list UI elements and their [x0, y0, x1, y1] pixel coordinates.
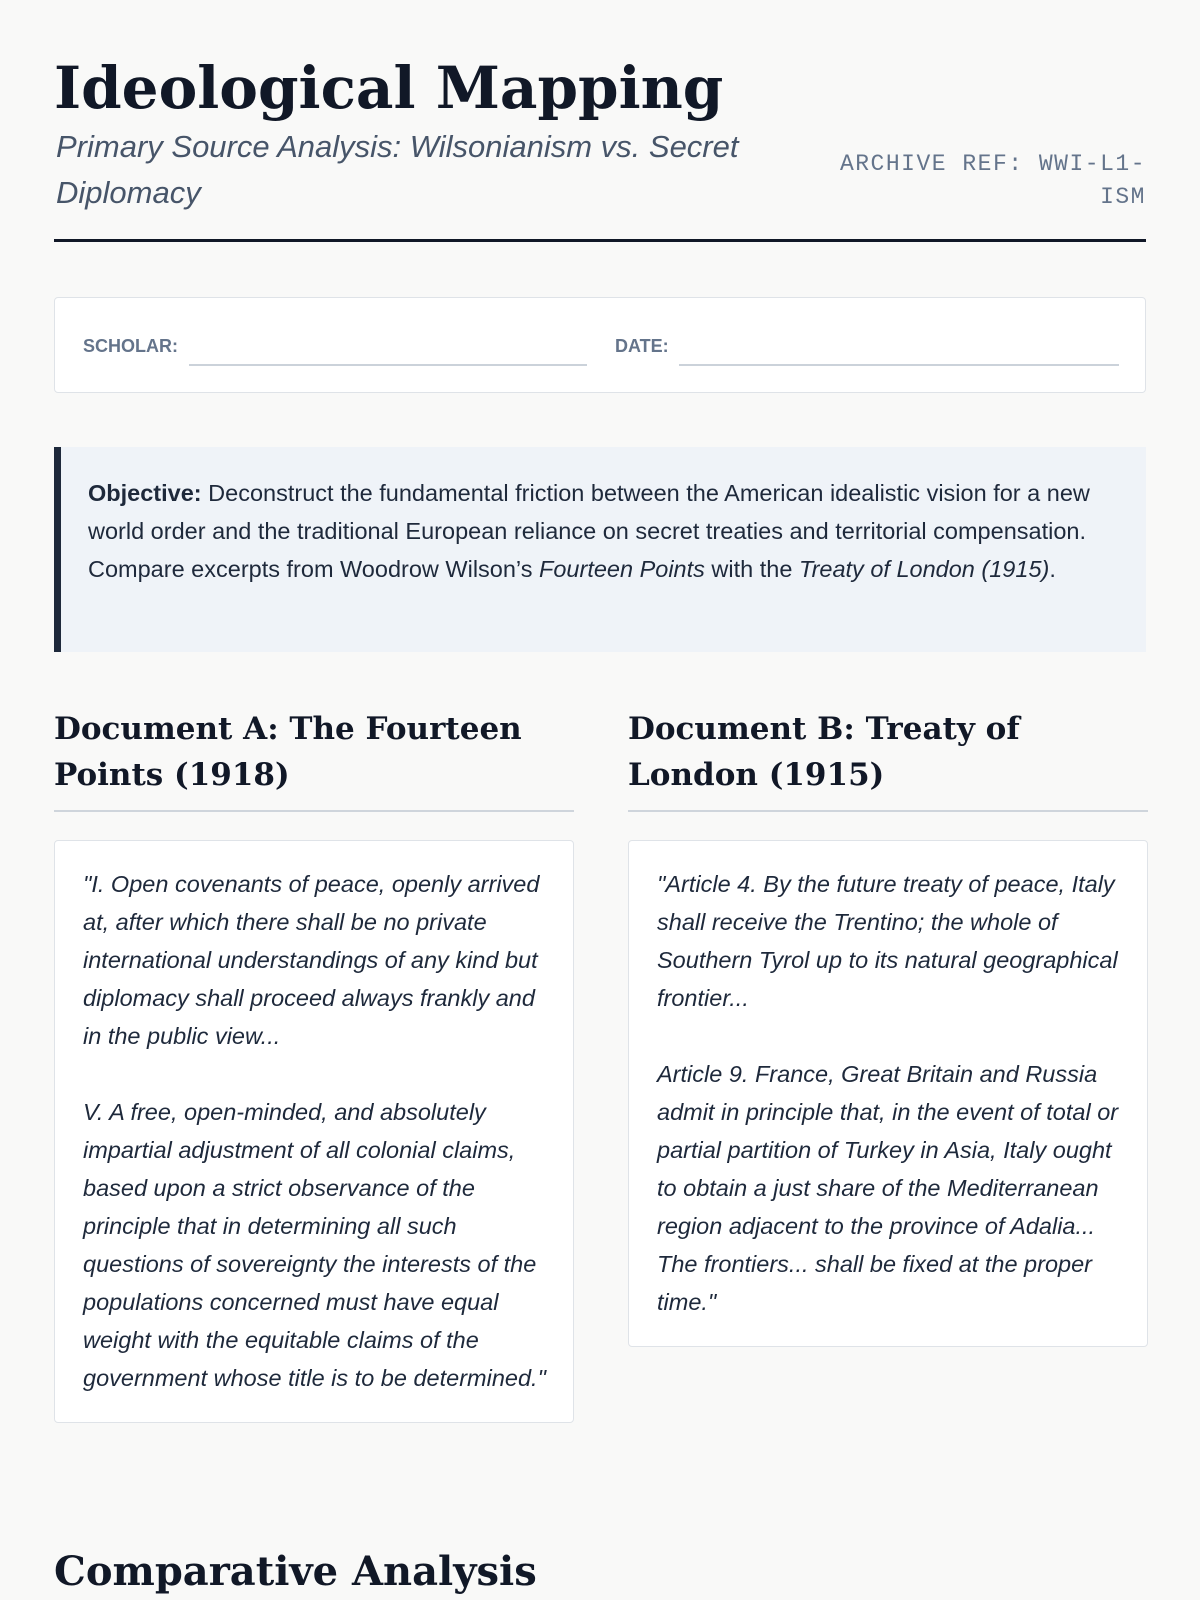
document-a-excerpt [54, 840, 574, 1423]
document-a-paragraph: "I. Open covenants of peace, openly arrived at, after which there shall be no private international understandings of any kind but diplomacy shall proceed always frankly and in the public view... [83, 871, 540, 1049]
scholar-label: SCHOLAR: [83, 336, 178, 356]
objective-text-end: . [1049, 556, 1056, 582]
scholar-field[interactable] [189, 364, 587, 366]
page-subtitle: Primary Source Analysis: Wilsonianism vs. Secret Diplomacy [56, 129, 739, 210]
objective-lead: Objective: [88, 480, 202, 506]
page-header [54, 52, 1146, 242]
document-b-heading: Document B: Treaty of London (1915) [628, 706, 1148, 812]
comparative-analysis-heading: Comparative Analysis [54, 1548, 537, 1595]
document-b-paragraph: Article 9. France, Great Britain and Russia admit in principle that, in the event of total or partial partition of Turkey in Asia, Italy ought to obtain a just share of the Mediterranean region adjacent to the province of Adalia... The frontiers... shall be fixed at the proper time." [657, 1061, 1119, 1315]
scholar-date-box [54, 297, 1146, 393]
objective-work-title-1: Fourteen Points [539, 556, 705, 582]
objective-work-title-2: Treaty of London (1915) [798, 556, 1050, 582]
document-a-heading: Document A: The Fourteen Points (1918) [54, 706, 574, 812]
objective-callout [54, 447, 1146, 652]
date-label: DATE: [615, 336, 669, 356]
document-b-paragraph: "Article 4. By the future treaty of peace, Italy shall receive the Trentino; the whole of Southern Tyrol up to its natural geographical frontier... [657, 871, 1118, 1011]
document-a-paragraph: V. A free, open-minded, and absolutely impartial adjustment of all colonial claims, based upon a strict observance of the principle that in determining all such questions of sovereignty the interests of the populations concerned must have equal weight with the equitable claims of the government whose title is to be determined." [83, 1099, 546, 1391]
objective-text: Deconstruct the fundamental friction between the American idealistic vision for a new world order and the traditional European reliance on secret treaties and territorial compensation. Compare excerpts from Woodrow Wilson’s [88, 480, 1090, 582]
objective-text-join: with the [704, 556, 799, 582]
document-b [628, 706, 1148, 1347]
document-b-excerpt [628, 840, 1148, 1347]
date-field[interactable] [679, 364, 1119, 366]
page-title: Ideological Mapping [54, 54, 724, 122]
archive-reference: ARCHIVE REF: WWI-L1-ISM [839, 151, 1146, 210]
document-a [54, 706, 574, 1423]
